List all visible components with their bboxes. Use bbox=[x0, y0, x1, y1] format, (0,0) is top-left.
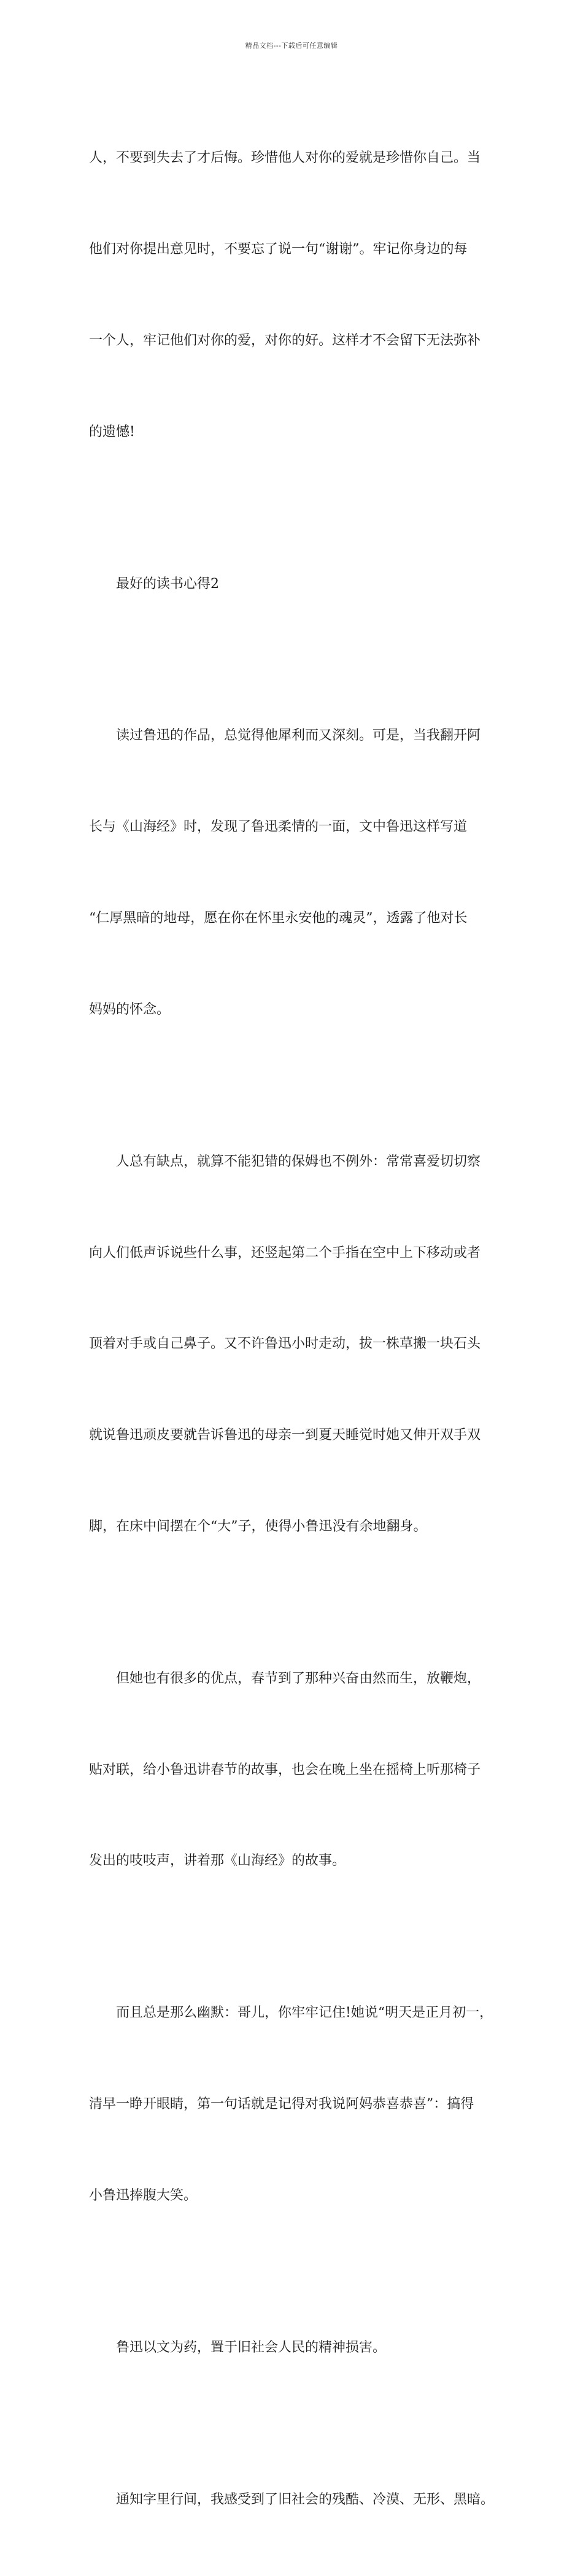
text-line: 顶着对手或自己鼻子。又不许鲁迅小时走动，拔一株草搬一块石头 bbox=[89, 1336, 481, 1352]
text-line: 通知字里行间，我感受到了旧社会的残酷、冷漠、无形、黑暗。 bbox=[116, 2491, 495, 2507]
text-line: 一个人，牢记他们对你的爱，对你的好。这样才不会留下无法弥补 bbox=[89, 332, 481, 348]
text-line: 长与《山海经》时，发现了鲁迅柔情的一面，文中鲁迅这样写道 bbox=[89, 819, 468, 835]
text-line: 读过鲁迅的作品，总觉得他犀利而又深刻。可是，当我翻开阿 bbox=[116, 728, 481, 744]
text-line: 向人们低声诉说些什么事，还竖起第二个手指在空中上下移动或者 bbox=[89, 1245, 481, 1261]
text-line: 鲁迅以文为药，置于旧社会人民的精神损害。 bbox=[116, 2339, 387, 2355]
paragraph bbox=[89, 1603, 506, 1938]
text-line: 就说鲁迅顽皮要就告诉鲁迅的母亲一到夏天睡觉时她又伸开双手双 bbox=[89, 1428, 481, 1443]
text-line: 清早一睁开眼睛，第一句话就是记得对我说阿妈恭喜恭喜”：搞得 bbox=[89, 2096, 474, 2112]
text-line: 脚，在床中间摆在个“大”子，使得小鲁迅没有余地翻身。 bbox=[89, 1518, 427, 1534]
text-line: 发出的吱吱声，讲着那《山海经》的故事。 bbox=[89, 1853, 346, 1869]
text-line: 妈妈的怀念。 bbox=[89, 1001, 171, 1017]
text-line: 小鲁迅捧腹大笑。 bbox=[89, 2187, 198, 2203]
paragraph bbox=[89, 1086, 506, 1603]
text-line: “仁厚黑暗的地母，愿在你在怀里永安他的魂灵”，透露了他对长 bbox=[89, 911, 468, 927]
paragraph bbox=[89, 82, 506, 508]
text-line: 而且总是那么幽默：哥儿，你牢牢记住!她说“明天是正月初一， bbox=[116, 2005, 493, 2021]
text-line: 人总有缺点，就算不能犯错的保姆也不例外：常常喜爱切切察 bbox=[116, 1153, 481, 1169]
page-header: 精品文档---下载后可任意编辑 bbox=[245, 42, 338, 50]
text-line: 最好的读书心得2 bbox=[116, 576, 219, 592]
document-body bbox=[89, 82, 506, 2576]
text-line: 的遗憾! bbox=[89, 424, 135, 440]
paragraph bbox=[89, 1937, 506, 2272]
paragraph bbox=[89, 2272, 506, 2424]
text-line: 人，不要到失去了才后悔。珍惜他人对你的爱就是珍惜你自己。当 bbox=[89, 150, 481, 166]
paragraph bbox=[89, 660, 506, 1085]
text-line: 贴对联，给小鲁迅讲春节的故事，也会在晚上坐在摇椅上听那椅子 bbox=[89, 1762, 481, 1778]
text-line: 但她也有很多的优点，春节到了那种兴奋由然而生，放鞭炮， bbox=[116, 1670, 481, 1686]
text-line: 他们对你提出意见时，不要忘了说一句“谢谢”。牢记你身边的每 bbox=[89, 241, 468, 257]
section-heading bbox=[89, 508, 506, 660]
paragraph bbox=[89, 2424, 506, 2576]
